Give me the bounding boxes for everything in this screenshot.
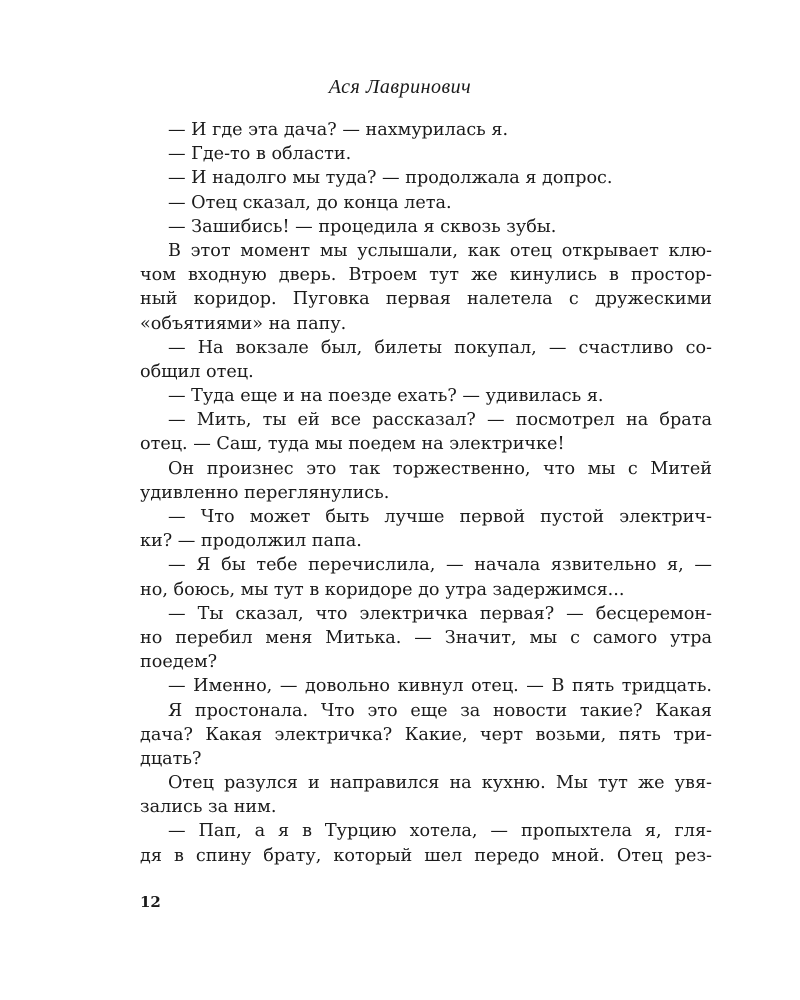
text-line: но перебил меня Митька. — Значит, мы с самого утра (140, 627, 712, 648)
text-line: но, боюсь, мы тут в коридоре до утра задержимся... (140, 579, 625, 600)
text-line: зались за ним. (140, 797, 277, 818)
text-line: «объятиями» на папу. (140, 313, 347, 334)
text-line: — Туда еще и на поезде ехать? — удивилась я. (168, 386, 604, 407)
text-line: — Я бы тебе перечислила, — начала язвительно я, — (168, 555, 712, 576)
text-line: Я простонала. Что это еще за новости такие? Какая (168, 700, 712, 721)
text-line: дцать? (140, 748, 202, 769)
text-line: ки? — продолжил папа. (140, 531, 362, 552)
text-line: — На вокзале был, билеты покупал, — счастливо со- (168, 337, 712, 358)
page-number: 12 (140, 893, 161, 911)
text-line: — И надолго мы туда? — продолжала я допрос. (168, 168, 613, 189)
text-line: общил отец. (140, 361, 254, 382)
text-line: поедем? (140, 652, 218, 673)
running-header-author: Ася Лавринович (328, 76, 472, 98)
text-line: — Ты сказал, что электричка первая? — бесцеремон- (168, 603, 712, 624)
text-line: дя в спину брату, который шел передо мной. Отец рез- (140, 845, 712, 866)
text-line: Отец разулся и направился на кухню. Мы тут же увя- (168, 773, 712, 794)
text-line: — Именно, — довольно кивнул отец. — В пять тридцать. (168, 676, 712, 697)
text-line: — Пап, а я в Турцию хотела, — пропыхтела я, гля- (168, 821, 712, 842)
text-line: — Зашибись! — процедила я сквозь зубы. (168, 216, 557, 237)
text-line: В этот момент мы услышали, как отец открывает клю- (168, 240, 712, 261)
text-line: чом входную дверь. Втроем тут же кинулись в простор- (140, 265, 712, 286)
text-line: — Отец сказал, до конца лета. (168, 192, 452, 213)
text-line: Он произнес это так торжественно, что мы с Митей (168, 458, 712, 479)
text-line: удивленно переглянулись. (140, 482, 390, 503)
body-text (140, 118, 712, 868)
text-line: дача? Какая электричка? Какие, черт возьми, пять три- (140, 724, 712, 745)
text-line: — Что может быть лучше первой пустой электрич- (168, 507, 712, 527)
text-line: — И где эта дача? — нахмурилась я. (168, 120, 509, 140)
text-line: — Мить, ты ей все рассказал? — посмотрел на брата (168, 410, 712, 431)
text-line: ный коридор. Пуговка первая налетела с дружескими (140, 289, 712, 310)
text-line: отец. — Саш, туда мы поедем на электричке! (140, 434, 565, 455)
text-line: — Где-то в области. (168, 144, 352, 165)
